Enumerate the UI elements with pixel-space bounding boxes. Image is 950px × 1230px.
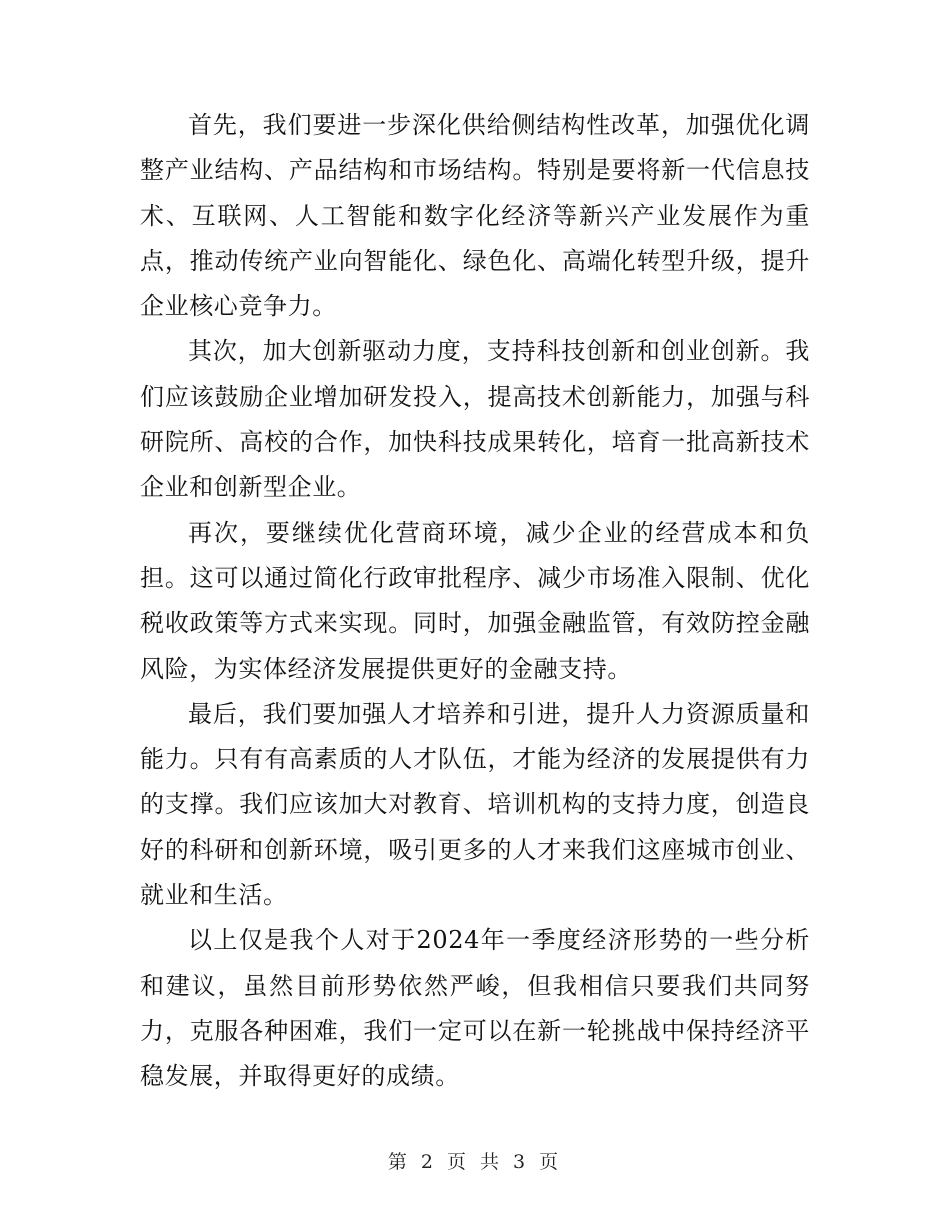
paragraph-1: 首先，我们要进一步深化供给侧结构性改革，加强优化调整产业结构、产品结构和市场结构。特别是要将新一代信息技术、互联网、人工智能和数字化经济等新兴产业发展作为重点，推动传统产业向智能化、绿色化、高端化转型升级，提升企业核心竞争力。: [140, 111, 810, 321]
paragraph-3: 再次，要继续优化营商环境，减少企业的经营成本和负担。这可以通过简化行政审批程序、减少市场准入限制、优化税收政策等方式来实现。同时，加强金融监管，有效防控金融风险，为实体经济发展提供更好的金融支持。: [140, 518, 810, 683]
paragraph-4: 最后，我们要加强人才培养和引进，提升人力资源质量和能力。只有有高素质的人才队伍，才能为经济的发展提供有力的支撑。我们应该加大对教育、培训机构的支持力度，创造良好的科研和创新环境，吸引更多的人才来我们这座城市创业、就业和生活。: [140, 699, 810, 910]
paragraph-2: 其次，加大创新驱动力度，支持科技创新和创业创新。我们应该鼓励企业增加研发投入，提高技术创新能力，加强与科研院所、高校的合作，加快科技成果转化，培育一批高新技术企业和创新型企业。: [140, 337, 810, 502]
document-body: [140, 103, 810, 1100]
page-number-footer: 第 2 页 共 3 页: [387, 1151, 563, 1173]
paragraph-5: 以上仅是我个人对于2024年一季度经济形势的一些分析和建议，虽然目前形势依然严峻，但我相信只要我们共同努力，克服各种困难，我们一定可以在新一轮挑战中保持经济平稳发展，并取得更好的成绩。: [140, 926, 810, 1091]
